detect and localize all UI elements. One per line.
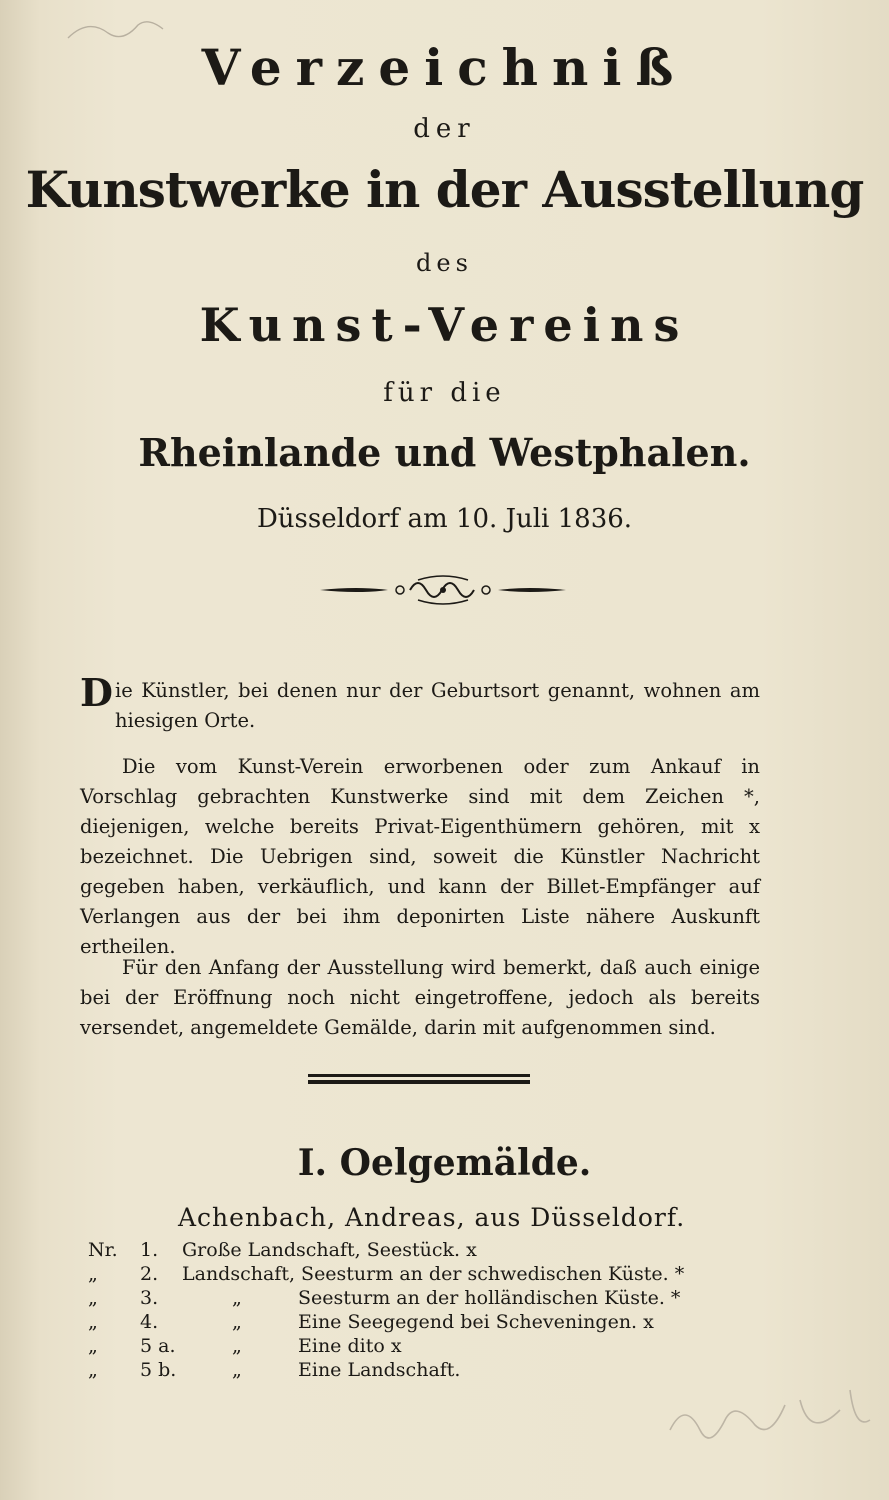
entry-title: Seesturm an der holländischen Küste. * (298, 1287, 681, 1309)
title-kunst-vereins: Kunst-Vereins (199, 298, 690, 352)
intro-paragraph-1 (80, 670, 760, 736)
title-der: der (413, 114, 476, 144)
ornament-divider-icon (318, 572, 568, 608)
entry-ditto: „ (232, 1287, 242, 1309)
entry-prefix: „ (88, 1263, 98, 1285)
entry-number: 5 b. (140, 1359, 177, 1381)
entry-ditto: „ (232, 1335, 242, 1357)
list-item (82, 1262, 722, 1286)
entry-title: Eine Landschaft. (298, 1359, 461, 1381)
entry-title: Landschaft, Seesturm an der schwedischen Küste. * (182, 1263, 685, 1285)
entry-title: Große Landschaft, Seestück. x (182, 1239, 477, 1261)
title-des: des (416, 249, 473, 277)
list-item (82, 1310, 722, 1334)
intro-paragraph-3: Für den Anfang der Ausstellung wird bemerkt, daß auch einige bei der Eröffnung noch nicht eingetroffene, jedoch als bereits versendet, angemeldete Gemälde, darin mit aufgenommen sind. (80, 956, 760, 1039)
entry-list (82, 1238, 722, 1382)
section-heading: I. Oelgemälde. (297, 1142, 592, 1184)
entry-number: 1. (140, 1239, 159, 1261)
entry-prefix: „ (88, 1311, 98, 1333)
intro-paragraph-2: Die vom Kunst-Verein erworbenen oder zum Ankauf in Vorschlag gebrachten Kunstwerke sind mit dem Zeichen *, diejenigen, welche bereits Privat-Eigenthümern gehören, mit x bezeichnet. Die Uebrigen sind, soweit die Künstler Nachricht gegeben haben, verkäuflich, und kann der Billet-Empfänger auf Verlangen aus der bei ihm deponirten Liste nähere Auskunft ertheilen. (80, 755, 760, 958)
title-rheinlande: Rheinlande und Westphalen. (138, 430, 751, 475)
entry-ditto: „ (232, 1359, 242, 1381)
drop-cap: D (80, 670, 113, 715)
list-item (82, 1238, 722, 1262)
title-verzeichniss: Verzeichniß (201, 38, 688, 97)
title-kunstwerke: Kunstwerke in der Ausstellung (25, 160, 864, 219)
intro-paragraph-1-text: ie Künstler, bei denen nur der Geburtsort genannt, wohnen am hiesigen Orte. (114, 679, 760, 732)
entry-prefix: „ (88, 1287, 98, 1309)
entry-number: 3. (140, 1287, 159, 1309)
publication-date: Düsseldorf am 10. Juli 1836. (256, 504, 633, 534)
entry-number: 5 a. (140, 1335, 176, 1357)
entry-prefix: „ (88, 1359, 98, 1381)
artist-name: Achenbach, Andreas, aus Düsseldorf. (178, 1203, 686, 1232)
list-item (82, 1358, 722, 1382)
double-rule-divider (308, 1072, 530, 1086)
list-item (82, 1286, 722, 1310)
list-item (82, 1334, 722, 1358)
entry-title: Eine Seegegend bei Scheveningen. x (298, 1311, 654, 1333)
entry-prefix: Nr. (88, 1239, 118, 1261)
entry-ditto: „ (232, 1311, 242, 1333)
pencil-annotation-icon (650, 1380, 889, 1460)
title-fuer-die: für die (383, 378, 506, 408)
entry-number: 4. (140, 1311, 159, 1333)
entry-title: Eine dito x (298, 1335, 402, 1357)
entry-prefix: „ (88, 1335, 98, 1357)
entry-number: 2. (140, 1263, 159, 1285)
